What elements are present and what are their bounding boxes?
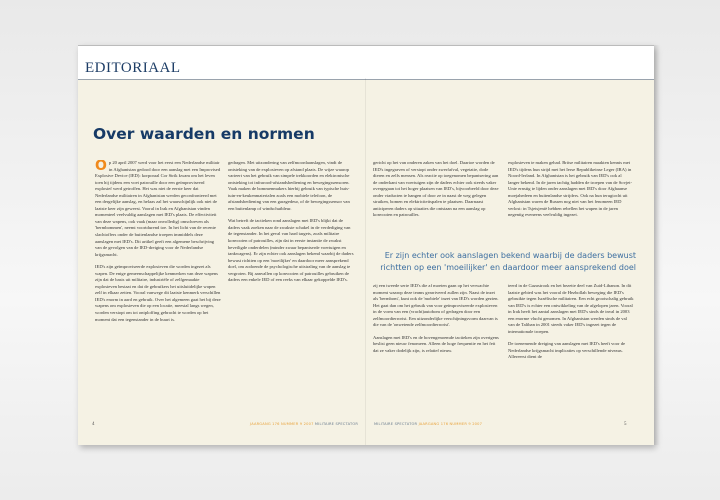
paragraph: Aanslagen met IED's en de bovengenoemde tactieken zijn overigens beslist geen nieuw fenomeen. Alleen de hoge frequentie en het feit dat ze vaker dodelijk zijn, is relatief nieuw. [373,334,499,353]
column-2 [228,160,354,410]
section-label: EDITORIAAL [85,60,181,76]
paragraph: zij een tweede serie IED's die af moeten gaan op het verwachte moment waarop deze teams gearriveerd zullen zijn. Naast de inzet als 'bermbom', kunt ook de 'mobiele' inzet van IED's worden gezien. Het gaat dan om het gebruik van voor geïmproviseerde explosieven in de vorm van een (vracht)autobom of gedragen door een zelfmoordterrorist. Een uitzonderlijke verschijningsvorm daarvan is die van de 'onwetende zelfmoordterrorist'. [373,283,499,328]
magazine-name: MILITAIRE SPECTATOR [374,422,418,426]
magazine-spread [78,45,654,445]
paragraph: IED's zijn geïmproviseerde explosieven die worden ingezet als wapen. De enige gemeenschappelijke kenmerken van deze wapens zijn dat de basis uit militaire, industriële of zelfgemaakte explosieven bestaat en dat de gebruikers het uitsluitdelijke wapen zelf in elkaar zetten. Vooral vanwege dit laatste kenmerk verschillen IED's enorm in aard en gebruik. Over het algemeen gaat het bij deze wapens om explosieven die op een locatie, meestal langs wegen, worden verstopt om tot ontploffing gebracht te worden op het moment dat een tegenstander in de buurt is. [95,264,221,322]
column-4-top [508,160,634,246]
issue-info: JAARGANG 176 NUMMER 9 2007 [250,422,314,426]
article-title: Over waarden en normen [93,125,315,143]
magazine-name: MILITAIRE SPECTATOR [314,422,359,426]
paragraph: explosieven te maken gehad. Britse militairen maakten kennis met IED's tijdens hun strijd met het Ierse Republikeinse Leger (IRA) in Noord-Ierland. In Afghanistan is het gebruik van IED's ook al langer bekend. In de jaren tachtig hadden de troepen van de Sovjet-Unie ernstig te lijden onder aanslagen met IED's door Afghaanse moejahedeen en buitenlandse strijders. Ook na hun terugtocht uit Afghanistan waren de Russen nog niet van het fenomeen IED verlost: in Tsjetsjenië hebben rebellen het wapen in de jaren negentig eveneens veelvuldig ingezet. [508,160,632,218]
paragraph: De toenemende dreiging van aanslagen met IED's heeft voor de Nederlandse krijgsmacht implicaties op verschillende niveaus. Allereerst dient de [508,341,626,360]
paragraph: p 20 april 2007 werd voor het eerst een Nederlandse militair in Afghanistan gedood door een aanslag met een Improvised Explosive Device (IED): korporaal Cor Strik kwam om het leven toen hij tijdens een voet patrouille door een geïmproviseerd explosief werd getroffen. Het was niet de eerste keer dat Nederlandse militairen in Afghanistan werden geconfronteerd met een dergelijke aanslag, en helaas zal het waarschijnlijk ook niet de laatste keer zijn geweest. Vooral in Irak en Afghanistan vinden momenteel veelvuldig aanslagen met IED's plaats. De effectiviteit van deze wapens, ook vaak (maar onvolledig) omschreven als 'bermbommen', neemt voortdurend toe. In het licht van de recente slachtoffers onder de buitenlandse troepen immiddels deze aanslagen met IED's. Dit artikel geeft een algemene beschrijving van de gevolgen van de IED-dreiging voor de Nederlandse krijgsmacht. [95,160,221,257]
issue-info: JAARGANG 176 NUMMER 9 2007 [418,422,483,426]
column-3-top [373,160,499,246]
header-band [78,45,654,80]
page-number-right: 5 [624,422,627,427]
column-3-bottom [373,283,499,410]
page-number-left: 4 [92,422,95,427]
pull-quote: Er zijn echter ook aanslagen bekend waarbij de daders bewust richtten op een 'moeilijker' en daardoor meer aansprekend doel [380,251,636,272]
footer-left [250,422,358,426]
column-4-bottom [508,283,634,410]
page-shadow [654,45,660,445]
paragraph: gedragen. Met uitzondering van zelfmoordaanslagen, vindt de ontsteking van de explosieven op afstand plaats. De wijze waarop varieert van het gebruik van simpele trekkoorden en elektronische ontsteking tot infrarood-afstandsbediening en bewegingssensoren. Vaak maken de bommenmakers hierbij gebruik van typische huis-tuin-en-keukenmaterialen zoals een mobiele telefoon, de afstandsbediening van een garagedeur, of de bewegingssensor van een buitenlamp of windschutbleur. [228,160,350,211]
paragraph: gericht op het van onderen zaken van het doel. Daartoe worden de IED's ingegraven of verstopt onder zwerfafval, vegetatie, dode dieren en zelfs mensen. Als reactie op toegenomen bepantsering aan de onderkant van voertuigen zijn de daders echter ook steeds vaker overgegaan tot het hoger plaatsen van IED's, bijvoorbeeld door deze onder viaducten te hangen of door ze in naast de weg gelegen struiken, bomen en elektriciteitspalen te plaatsen. Daarnaast anticiperen daders op situaties die ontstaan na een aanslag op konvooien en patrouilles. [373,160,499,218]
footer-right [374,422,482,426]
paragraph: Wat betreft de tactieken rond aanslagen met IED's blijkt dat de daders vaak zoeken naar de zwakste schakel in de verdediging van de tegenstander. In het geval van hard targets, zoals militaire konvooien of patrouilles, zijn dat in eerste instantie de zwakst beveiligde onderdelen (minder zwaar bepantserde voertuigen en tankwagens). Er zijn echter ook aanslagen bekend waarbij de daders bewust richtten op een 'moeilijker' en daardoor meer aansprekend doel, om zodoende de psychologische uitstraling van de aanslag te vergroten. Bij aanvallen op konvooien of patrouilles gebruiken de daders een enkele IED of een reeks van elkaar gekoppelde IED's. [228,218,354,283]
drop-cap: O [95,160,107,174]
column-1 [95,160,221,410]
page-gutter [365,78,366,445]
paragraph: teerd in de Gazastrook en het bezette deel van Zuid-Libanon. In dit laatste gebied was het vooral de Hezbollah beweging die IED's gebruikte tegen Israëlische militairen. Een echt grootschalig gebruik van IED's is echter een ontwikkeling van de afgelopen jaren. Vooral in Irak heeft het aantal aanslagen met IED's sinds de inval in 2003 een enorme vlucht genomen. In Afghanistan werden sinds de val van de Taliban in 2001 steeds vaker IED's ingezet tegen de internationale troepen. [508,283,634,334]
